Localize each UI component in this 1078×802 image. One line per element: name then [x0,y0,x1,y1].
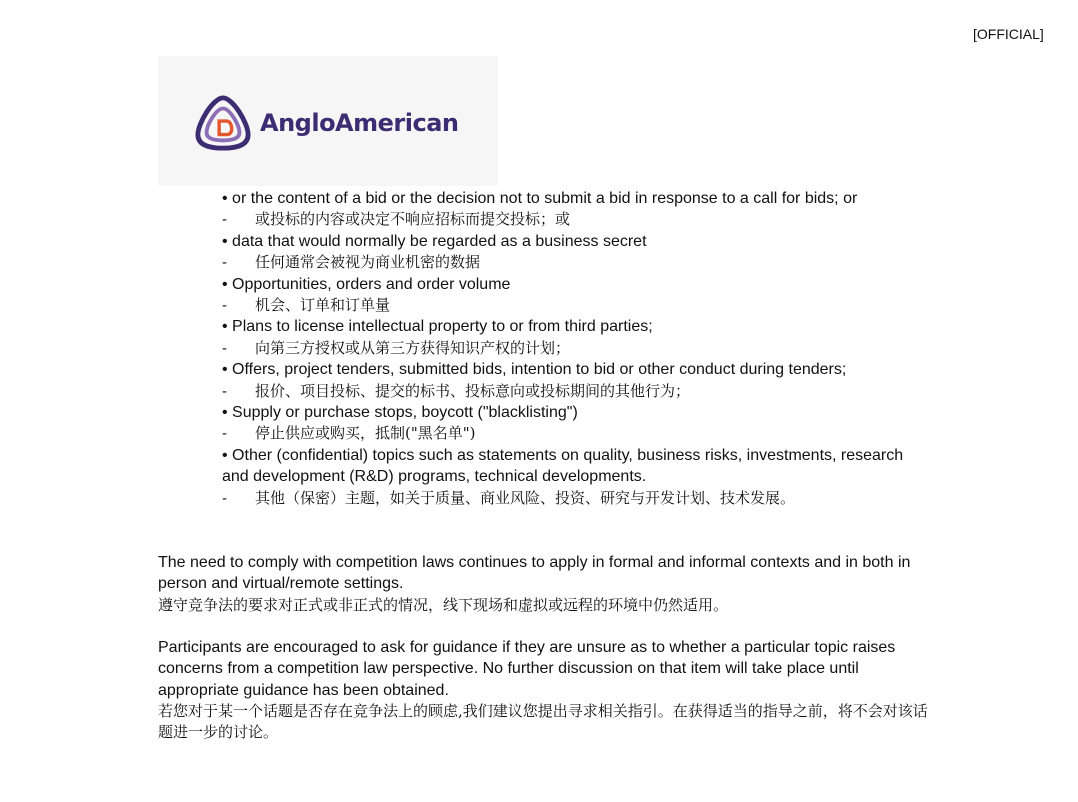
list-item-zh: - 停止供应或购买，抵制("黑名单") [222,424,476,443]
list-item-zh: - 其他（保密）主题，如关于质量、商业风险、投资、研究与开发计划、技术发展。 [222,488,796,507]
paragraph-zh: 若您对于某一个话题是否存在竞争法上的顾虑,我们建议您提出寻求相关指引。在获得适当的指导之前，将不会对该话题进一步的讨论。 [158,701,928,742]
list-item-en: • Other (confidential) topics such as statements on quality, business risks, investments, research and development (R&D) programs, technical developments. [222,446,904,486]
list-item-zh: - 向第三方授权或从第三方获得知识产权的计划； [222,338,571,357]
list-item-en: • Offers, project tenders, submitted bids, intention to bid or other conduct during tenders; [222,361,847,379]
classification-label: [OFFICIAL] [973,26,1044,42]
paragraph-en: Participants are encouraged to ask for guidance if they are unsure as to whether a particular topic raises concerns from a competition law perspective. No further discussion on that item will take place until appropriate guidance has been obtained. [158,639,896,699]
list-item-en: • data that would normally be regarded as a business secret [222,232,647,250]
list-item-zh: - 任何通常会被视为商业机密的数据 [222,253,481,272]
compliance-paragraph [158,552,933,616]
anglo-american-logo [194,94,458,152]
list-item-zh: - 报价、项目投标、提交的标书、投标意向或投标期间的其他行为； [222,381,691,400]
logo-text: AngloAmerican [260,109,459,137]
list-item-zh: - 或投标的内容或决定不响应招标而提交投标；或 [222,210,571,229]
anglo-american-logo-icon [194,94,252,152]
list-item-en: • Opportunities, orders and order volume [222,275,511,293]
list-item-en: • Supply or purchase stops, boycott ("blacklisting") [222,404,578,422]
list-item-en: • or the content of a bid or the decision not to submit a bid in response to a call for bids; or [222,190,858,207]
confidential-topics-list [222,188,922,509]
list-item-en: • Plans to license intellectual property to or from third parties; [222,318,653,336]
list-item-zh: - 机会、订单和订单量 [222,296,391,315]
paragraph-en: The need to comply with competition laws continues to apply in formal and informal contexts and in both in person and virtual/remote settings. [158,554,911,593]
paragraph-zh: 遵守竞争法的要求对正式或非正式的情况，线下现场和虚拟或远程的环境中仍然适用。 [158,595,729,614]
guidance-paragraph [158,637,933,743]
